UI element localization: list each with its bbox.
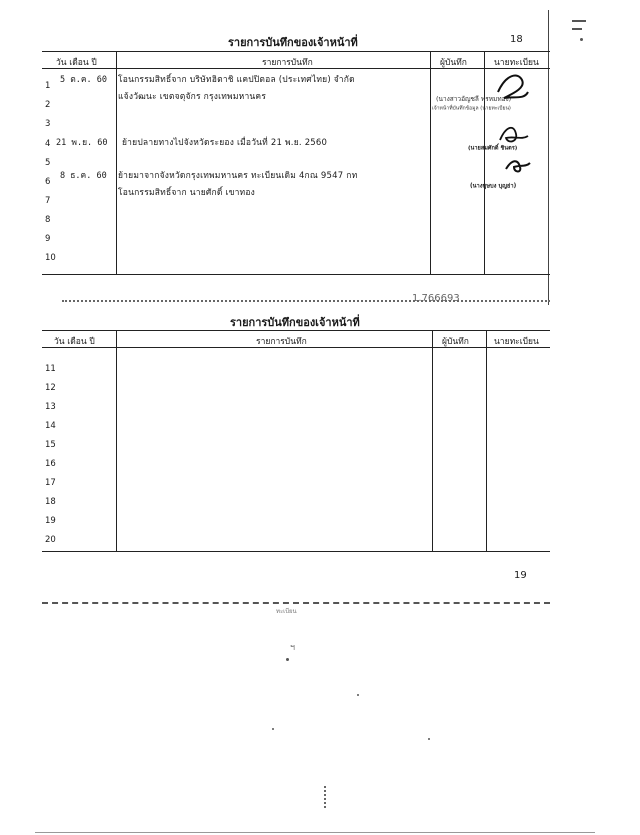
header-record: รายการบันทึก bbox=[262, 58, 313, 68]
column-divider bbox=[486, 331, 487, 551]
entry-text: ย้ายปลายทางไปจังหวัดระยอง เมื่อวันที่ 21 พ.ย. 2560 bbox=[122, 138, 328, 148]
scan-speck bbox=[357, 694, 359, 696]
handwritten-signature-3 bbox=[502, 157, 532, 177]
row-number: 5 bbox=[45, 158, 51, 168]
scan-speck bbox=[572, 20, 586, 22]
page-title: รายการบันทึกของเจ้าหน้าที่ bbox=[228, 36, 358, 49]
row-number: 6 bbox=[45, 177, 51, 187]
row-number: 16 bbox=[45, 459, 56, 469]
scan-speck bbox=[428, 738, 430, 740]
row-number: 12 bbox=[45, 383, 56, 393]
page-number-2: 19 bbox=[514, 570, 527, 581]
column-divider bbox=[116, 52, 117, 274]
row-number: 9 bbox=[45, 234, 51, 244]
row-number: 19 bbox=[45, 516, 56, 526]
entry-date: 21 พ.ย. 60 bbox=[56, 138, 108, 148]
header-recorder: ผู้บันทึก bbox=[442, 337, 469, 347]
signature-name: (นางบุษบง บุญย่า) bbox=[470, 182, 517, 190]
row-number: 13 bbox=[45, 402, 56, 412]
row-number: 7 bbox=[45, 196, 51, 206]
scan-fragment: ทะเบียน bbox=[276, 608, 297, 615]
row-number: 1 bbox=[45, 81, 51, 91]
entry-text: โอนกรรมสิทธิ์จาก นายศักดิ์ เขาทอง bbox=[118, 188, 256, 198]
header-date: วัน เดือน ปี bbox=[54, 337, 95, 347]
scan-dotted-line bbox=[42, 602, 550, 604]
row-number: 11 bbox=[45, 364, 56, 374]
official-stamp-title: เจ้าหน้าที่บันทึกข้อมูล (นายทะเบียน) bbox=[432, 104, 511, 112]
header-recorder: ผู้บันทึก bbox=[440, 58, 467, 68]
row-number: 4 bbox=[45, 139, 51, 149]
column-divider bbox=[484, 52, 485, 274]
table-header bbox=[42, 52, 550, 69]
page-title-2: รายการบันทึกของเจ้าหน้าที่ bbox=[230, 316, 360, 329]
entry-date: 5 ต.ค. 60 bbox=[60, 75, 108, 85]
record-table-2 bbox=[42, 330, 550, 552]
page-number: 18 bbox=[510, 34, 523, 45]
scan-fragment: 1.766693 bbox=[412, 293, 460, 304]
table-header bbox=[42, 331, 550, 348]
column-divider bbox=[432, 331, 433, 551]
header-record: รายการบันทึก bbox=[256, 337, 307, 347]
header-registrar: นายทะเบียน bbox=[494, 58, 539, 68]
row-number: 3 bbox=[45, 119, 51, 129]
row-number: 17 bbox=[45, 478, 56, 488]
column-divider bbox=[430, 52, 431, 274]
entry-text: แจ้งวัฒนะ เขตจตุจักร กรุงเทพมหานคร bbox=[118, 92, 267, 102]
header-date: วัน เดือน ปี bbox=[56, 58, 97, 68]
record-table-1 bbox=[42, 51, 550, 275]
scan-speck bbox=[580, 38, 583, 41]
scan-dotted-line bbox=[324, 786, 326, 808]
official-stamp-name: (นางสาวอัญชลี พรหมทอง) bbox=[436, 95, 512, 103]
scan-speck bbox=[286, 658, 289, 661]
entry-date: 8 ธ.ค. 60 bbox=[60, 171, 107, 181]
column-divider bbox=[116, 331, 117, 551]
row-number: 18 bbox=[45, 497, 56, 507]
signature-name: (นายสมศักดิ์ ชินตร) bbox=[468, 144, 518, 152]
row-number: 20 bbox=[45, 535, 56, 545]
row-number: 8 bbox=[45, 215, 51, 225]
row-number: 10 bbox=[45, 253, 56, 263]
scan-dotted-line bbox=[62, 300, 550, 302]
header-registrar: นายทะเบียน bbox=[494, 337, 539, 347]
row-number: 2 bbox=[45, 100, 51, 110]
scan-speck bbox=[272, 728, 274, 730]
entry-text: ย้ายมาจากจังหวัดกรุงเทพมหานคร ทะเบียนเดิม 4กณ 9547 กท bbox=[118, 171, 358, 181]
entry-text: โอนกรรมสิทธิ์จาก บริษัทฮิตาชิ แคปปิตอล (ประเทศไทย) จำกัด bbox=[118, 75, 355, 85]
scan-speck bbox=[572, 28, 582, 30]
scan-fragment: ฯ bbox=[290, 643, 296, 653]
row-number: 14 bbox=[45, 421, 56, 431]
handwritten-signature-1 bbox=[492, 70, 532, 106]
scan-edge-line-bottom bbox=[35, 832, 595, 833]
row-number: 15 bbox=[45, 440, 56, 450]
